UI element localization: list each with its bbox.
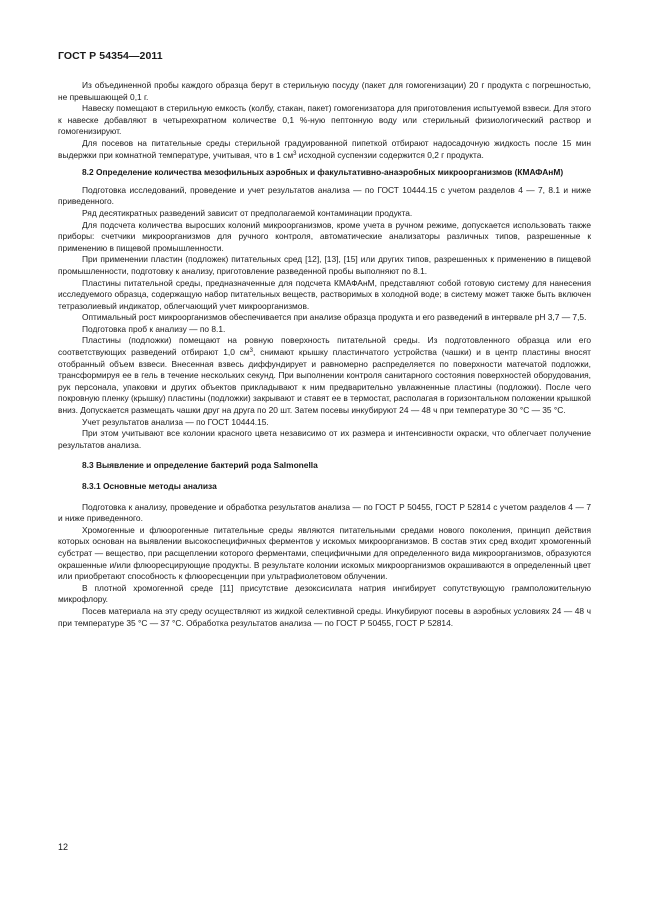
- paragraph: Подготовка проб к анализу — по 8.1.: [82, 323, 226, 334]
- superscript: 3: [249, 348, 254, 355]
- standard-header: ГОСТ Р 54354—2011: [58, 50, 163, 62]
- paragraph-text: исходной суспензии содержится 0,2 г продукта.: [296, 149, 484, 160]
- paragraph-text: Для посевов на питательные среды стерильной градуированной пипеткой отбирают надосадочную жидкость после 15 мин выдержки при комнатной температуре, учитывая, что в 1 см: [58, 137, 591, 160]
- section-heading-8-3-1: 8.3.1 Основные методы анализа: [82, 481, 217, 491]
- paragraph: Подготовка исследований, проведение и учет результатов анализа — по ГОСТ 10444.15 с учетом разделов 4 — 7, 8.1 и ниже приведенного.: [58, 184, 591, 207]
- paragraph: В плотной хромогенной среде [11] присутствие дезоксисилата натрия ингибирует сопутствующую грамположительную микрофлору.: [58, 582, 591, 605]
- paragraph: При этом учитывают все колонии красного цвета независимо от их размера и интенсивности окраски, что облегчает получение результатов анализа.: [58, 428, 591, 450]
- paragraph-text: Пластины (подложки) помещают на ровную поверхность питательной среды. Из подготовленного образца или его соответствующих разведений отбирают 1,0 см: [58, 335, 591, 358]
- paragraph: При применении пластин (подложек) питательных сред [12], [13], [15] или других типов, разрешенных к применению в пищевой промышленности, подготовку к анализу, приготовление разведенной пробы выполняют по 8.1.: [58, 254, 591, 276]
- paragraph: Посев материала на эту среду осуществляют из жидкой селективной среды. Инкубируют посевы в аэробных условиях 24 — 48 ч при температуре 35 °С — 37 °С. Обработка результатов анализа — по ГОСТ Р 50455, ГОСТ Р 52814.: [58, 605, 591, 628]
- paragraph: [58, 138, 591, 161]
- paragraph-text: , снимают крышку пластинчатого устройства (чашки) и в центр пластины вносят отобранный объем взвеси. Внесенная взвесь диффундирует и равномерно распределяется по поверхности матечатой подложки, трансформируя ее в гель в течение нескольких секунд. При выполнении контроля санитарного состояния поверхностей оборудования, рук персонала, упаковки и других объектов прикладывают к ним предварительно увлажненные пластины (подложки). После чего покровную пленку (крышку) пластины (подложки) закрывают и ставят ее в термостат, располагая в горизонтальном положении крышкой вниз. Допускается размещать чашки друг на друга по 20 шт. Затем посевы инкубируют 24 — 48 ч при температуре 30 °С — 35 °С.: [58, 347, 591, 416]
- paragraph: Пластины питательной среды, предназначенные для подсчета КМАФАнМ, представляют собой готовую систему для нанесения исследуемого образца, содержащую набор питательных веществ, растворимых в холодной воде; в систему может также быть включен тетразолиевый индикатор, облегчающий учет микроорганизмов.: [58, 277, 591, 311]
- paragraph: Для подсчета количества выросших колоний микроорганизмов, кроме учета в ручном режиме, допускается использовать также приборы: счетчики микроорганизмов для ручного контроля, автоматические анализаторы различных типов, разрешенные к применению в пищевой промышленности.: [58, 219, 591, 253]
- paragraph: Оптимальный рост микроорганизмов обеспечивается при анализе образца продукта и его разведений в интервале рН 3,7 — 7,5.: [82, 312, 587, 323]
- superscript: 3: [293, 150, 297, 157]
- paragraph: Подготовка к анализу, проведение и обработка результатов анализа — по ГОСТ Р 50455, ГОСТ Р 52814 с учетом разделов 4 — 7 и ниже приведенного.: [58, 501, 591, 524]
- paragraph: Учет результатов анализа — по ГОСТ 10444.15.: [82, 416, 269, 427]
- paragraph: Хромогенные и флюорогенные питательные среды являются питательными средами нового поколения, принцип действия которых основан на выявлении высокоспецифичных ферментов у искомых микроорганизмов. В состав этих сред входит хромогенный субстрат — вещество, при расщеплении которого ферментами, специфичными для определенного вида микроорганизмов, образуются окрашенные и/или флюоресцирующие продукты. В результате колонии искомых микроорганизмов окрашиваются в определенный цвет или приобретают способность к флюоресценции при ультрафиолетовом облучении.: [58, 524, 591, 582]
- section-heading-8-2: 8.2 Определение количества мезофильных аэробных и факультативно-анаэробных микроорганизмов (КМАФАнМ): [82, 167, 564, 178]
- paragraph: [58, 335, 591, 416]
- paragraph: Навеску помещают в стерильную емкость (колбу, стакан, пакет) гомогенизатора для приготовления испытуемой взвеси. Для этого к навеске добавляют в четырехкратном количестве 0,1 %-ную пептонную воду или стерильный физиологический раствор и гомогенизируют.: [58, 103, 591, 137]
- paragraph: Из объединенной пробы каждого образца берут в стерильную посуду (пакет для гомогенизации) 20 г продукта с погрешностью, не превышающей 0,1 г.: [58, 80, 591, 102]
- section-heading-8-3: 8.3 Выявление и определение бактерий рода Salmonella: [82, 460, 318, 471]
- document-body: [58, 80, 591, 629]
- paragraph: Ряд десятикратных разведений зависит от предполагаемой контаминации продукта.: [82, 207, 413, 218]
- page-number: 12: [58, 842, 69, 852]
